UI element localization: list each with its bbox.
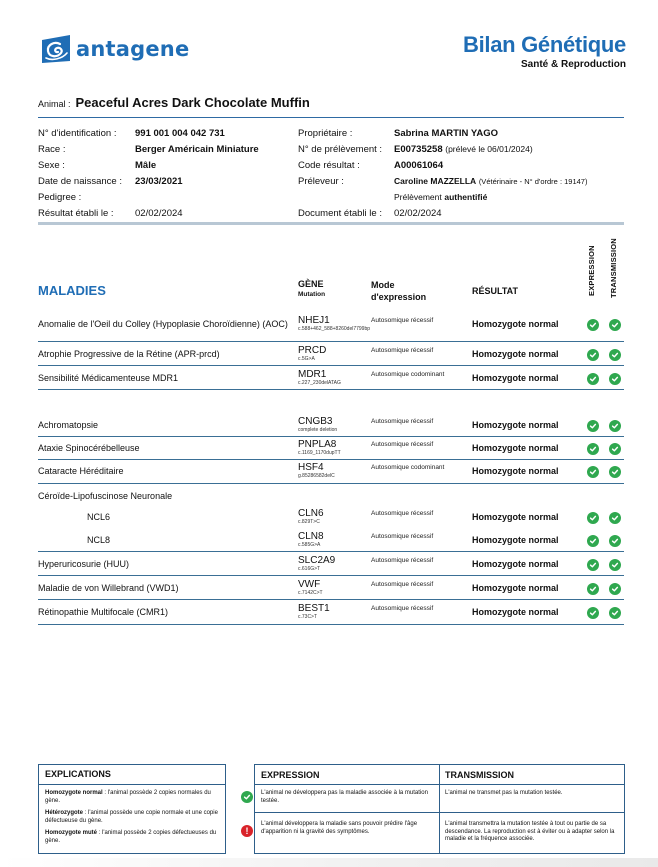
result-value: Homozygote normal xyxy=(472,420,559,430)
expression-mode: Autosomique récessif xyxy=(371,347,434,354)
gene-name: PNPLA8 xyxy=(298,439,337,450)
gene-name: NHEJ1 xyxy=(298,315,330,326)
gene-name: SLC2A9 xyxy=(298,555,336,566)
explanations-title: EXPLICATIONS xyxy=(39,765,225,785)
warn-transmission-text: L'animal transmettra la mutation testée à tout ou partie de sa descendance. La reproduction est à éviter ou à adapter selon la maladie et la fréquence associée. xyxy=(445,821,615,842)
result-code: A00061064 xyxy=(394,159,444,171)
row-rule xyxy=(38,483,624,484)
row-rule xyxy=(38,436,624,437)
disease-name: Hyperuricosurie (HUU) xyxy=(38,559,130,569)
explanation-item xyxy=(39,790,225,805)
expression-check-icon xyxy=(587,349,599,361)
info-label: Préleveur : xyxy=(298,175,344,187)
sample-date: (prélevé le 06/01/2024) xyxy=(445,144,533,154)
mutation-code: c.7142C>T xyxy=(298,590,323,596)
divider xyxy=(38,222,624,225)
gene-name: PRCD xyxy=(298,345,327,356)
antagene-logo xyxy=(40,34,189,64)
result-value: Homozygote normal xyxy=(472,535,559,545)
info-label: Résultat établi le : xyxy=(38,207,114,219)
info-row-sample xyxy=(298,141,587,157)
info-row-result-date xyxy=(38,205,259,221)
disease-name: Rétinopathie Multifocale (CMR1) xyxy=(38,607,169,617)
info-row-collector xyxy=(298,173,587,189)
transmission-check-icon xyxy=(609,559,621,571)
transmission-check-icon xyxy=(609,349,621,361)
row-rule xyxy=(38,459,624,460)
expression-mode: Autosomique récessif xyxy=(371,510,434,517)
disease-name: Maladie de von Willebrand (VWD1) xyxy=(38,583,179,593)
info-label: Pedigree : xyxy=(38,191,82,203)
result-value: Homozygote normal xyxy=(472,319,559,329)
result-value: Homozygote normal xyxy=(472,443,559,453)
info-row-identification xyxy=(38,125,259,141)
result-value: Homozygote normal xyxy=(472,349,559,359)
expression-check-icon xyxy=(587,583,599,595)
check-circle-icon xyxy=(241,791,253,803)
column-header-expression: EXPRESSION xyxy=(587,245,596,296)
result-value: Homozygote normal xyxy=(472,559,559,569)
expression-check-icon xyxy=(587,373,599,385)
column-divider xyxy=(439,765,440,853)
disease-name: Céroïde-Lipofuscinose Neuronale xyxy=(38,491,173,501)
row-rule xyxy=(38,551,624,552)
explanation-item xyxy=(39,810,225,825)
transmission-title: TRANSMISSION xyxy=(445,770,515,780)
gene-name: HSF4 xyxy=(298,462,324,473)
gene-name: MDR1 xyxy=(298,369,327,380)
row-rule xyxy=(38,365,624,366)
expression-mode: Autosomique récessif xyxy=(371,557,434,564)
info-label: N° de prélèvement : xyxy=(298,143,383,155)
info-label: Propriétaire : xyxy=(298,127,353,139)
expression-mode: Autosomique récessif xyxy=(371,317,434,324)
expression-title: EXPRESSION xyxy=(261,770,320,780)
info-value: 991 001 004 042 731 xyxy=(135,127,225,139)
explanation-text: : l'animal possède 2 copies défectueuses du gène. xyxy=(45,830,217,844)
explanation-term: Hétérozygote xyxy=(45,810,84,816)
disease-name: NCL8 xyxy=(87,535,111,545)
transmission-check-icon xyxy=(609,607,621,619)
result-value: Homozygote normal xyxy=(472,373,559,383)
antagene-logo-icon xyxy=(40,34,72,64)
mode-header-line1: Mode xyxy=(371,280,395,290)
mutation-code: c.588+462_588+8260del7799bp xyxy=(298,326,371,332)
transmission-check-icon xyxy=(609,583,621,595)
expression-check-icon xyxy=(587,420,599,432)
explanation-term: Homozygote normal xyxy=(45,790,103,796)
mutation-code: c.1169_1170dupTT xyxy=(298,450,341,456)
mutation-code: c.585G>A xyxy=(298,542,321,548)
column-header-mode xyxy=(371,279,426,303)
transmission-check-icon xyxy=(609,420,621,432)
info-row-document-date xyxy=(298,205,587,221)
row-rule xyxy=(38,624,624,625)
explanation-term: Homozygote muté xyxy=(45,830,98,836)
mutation-code: c.5G>A xyxy=(298,356,315,362)
explanation-text: : l'animal possède une copie normale et une copie défectueuse du gène. xyxy=(45,810,218,824)
mutation-header-label: Mutation xyxy=(298,291,326,298)
page-edge-shadow xyxy=(0,858,658,867)
expression-check-icon xyxy=(587,535,599,547)
expression-check-icon xyxy=(587,319,599,331)
section-title-maladies: MALADIES xyxy=(38,283,106,298)
animal-label: Animal : xyxy=(38,99,71,109)
info-label: Document établi le : xyxy=(298,207,382,219)
info-value: 02/02/2024 xyxy=(135,207,183,219)
warn-expression-text: L'animal développera la maladie sans pouvoir prédire l'âge d'apparition ni la gravité des symptômes. xyxy=(261,821,418,835)
expression-mode: Autosomique récessif xyxy=(371,441,434,448)
result-value: Homozygote normal xyxy=(472,583,559,593)
column-header-transmission: TRANSMISSION xyxy=(609,238,618,298)
mutation-code: c.616G>T xyxy=(298,566,321,572)
disease-name: Achromatopsie xyxy=(38,420,99,430)
info-label: Race : xyxy=(38,143,66,155)
explanations-box xyxy=(38,764,226,854)
collector-detail: (Vétérinaire - N° d'ordre : 19147) xyxy=(478,176,588,186)
info-row-pedigree xyxy=(38,189,259,205)
divider xyxy=(38,117,624,118)
expression-mode: Autosomique récessif xyxy=(371,605,434,612)
gene-name: CNGB3 xyxy=(298,416,333,427)
transmission-check-icon xyxy=(609,512,621,524)
document-title: Bilan Génétique xyxy=(463,32,626,57)
info-row-owner xyxy=(298,125,587,141)
animal-name: Peaceful Acres Dark Chocolate Muffin xyxy=(75,95,310,110)
transmission-check-icon xyxy=(609,535,621,547)
owner-name: Sabrina MARTIN YAGO xyxy=(394,127,498,139)
info-label: Sexe : xyxy=(38,159,65,171)
collector-name: Caroline MAZZELLA xyxy=(394,176,477,186)
result-value: Homozygote normal xyxy=(472,607,559,617)
mutation-code: c.73C>T xyxy=(298,614,318,620)
disease-name: Anomalie de l'Oeil du Colley (Hypoplasie Choroïdienne) (AOC) xyxy=(38,319,288,329)
info-row-authentication xyxy=(298,189,587,205)
disease-name: Ataxie Spinocérébelleuse xyxy=(38,443,140,453)
mode-header-line2: d'expression xyxy=(371,292,427,302)
row-rule xyxy=(38,341,624,342)
row-rule xyxy=(38,389,624,390)
document-title-block xyxy=(463,32,626,70)
expression-check-icon xyxy=(587,512,599,524)
expression-transmission-box xyxy=(254,764,625,854)
result-value: Homozygote normal xyxy=(472,466,559,476)
expression-mode: Autosomique récessif xyxy=(371,581,434,588)
sample-info xyxy=(298,125,587,221)
animal-info xyxy=(38,125,259,221)
expression-mode: Autosomique codominant xyxy=(371,464,445,471)
info-row-birthdate xyxy=(38,173,259,189)
expression-mode: Autosomique récessif xyxy=(371,418,434,425)
transmission-check-icon xyxy=(609,466,621,478)
document-subtitle: Santé & Reproduction xyxy=(520,59,626,70)
gene-header-label: GÈNE xyxy=(298,279,324,289)
explanation-text: : l'animal possède 2 copies normales du gène. xyxy=(45,790,211,804)
disease-name: Sensibilité Médicamenteuse MDR1 xyxy=(38,373,179,383)
expression-mode: Autosomique codominant xyxy=(371,371,445,378)
info-value: 23/03/2021 xyxy=(135,175,183,187)
transmission-check-icon xyxy=(609,443,621,455)
expression-check-icon xyxy=(587,559,599,571)
info-label: Code résultat : xyxy=(298,159,360,171)
logo-text: antagene xyxy=(76,37,190,61)
gene-name: VWF xyxy=(298,579,321,590)
disease-name: Atrophie Progressive de la Rétine (APR-prcd) xyxy=(38,349,220,359)
ok-transmission-text: L'animal ne transmet pas la mutation testée. xyxy=(445,790,563,796)
gene-name: BEST1 xyxy=(298,603,330,614)
auth-prefix: Prélèvement xyxy=(394,192,442,202)
transmission-check-icon xyxy=(609,373,621,385)
expression-check-icon xyxy=(587,443,599,455)
mutation-code: g.85286582delC xyxy=(298,473,335,479)
mutation-code: c.227_230delATAG xyxy=(298,380,341,386)
info-label: N° d'identification : xyxy=(38,127,117,139)
info-value: Berger Américain Miniature xyxy=(135,143,259,155)
sample-number: E00735258 xyxy=(394,143,443,155)
column-header-gene xyxy=(298,279,325,298)
result-value: Homozygote normal xyxy=(472,512,559,522)
expression-check-icon xyxy=(587,607,599,619)
gene-name: CLN8 xyxy=(298,531,324,542)
column-header-result: RÉSULTAT xyxy=(472,286,518,296)
ok-expression-text: L'animal ne développera pas la maladie associée à la mutation testée. xyxy=(261,790,428,804)
info-label: Date de naissance : xyxy=(38,175,122,187)
mutation-code: complete deletion xyxy=(298,427,338,433)
mutation-code: c.829T>C xyxy=(298,519,320,525)
row-rule xyxy=(38,575,624,576)
transmission-check-icon xyxy=(609,319,621,331)
warning-circle-icon: ! xyxy=(241,825,253,837)
auth-status: authentifié xyxy=(444,192,488,202)
info-value: Mâle xyxy=(135,159,157,171)
row-rule xyxy=(38,599,624,600)
explanation-item xyxy=(39,830,225,845)
expression-mode: Autosomique récessif xyxy=(371,533,434,540)
info-row-sex xyxy=(38,157,259,173)
animal-line xyxy=(38,95,310,110)
disease-name: NCL6 xyxy=(87,512,111,522)
gene-name: CLN6 xyxy=(298,508,324,519)
expression-check-icon xyxy=(587,466,599,478)
info-row-breed xyxy=(38,141,259,157)
info-row-result-code xyxy=(298,157,587,173)
disease-name: Cataracte Héréditaire xyxy=(38,466,124,476)
document-date: 02/02/2024 xyxy=(394,207,442,219)
